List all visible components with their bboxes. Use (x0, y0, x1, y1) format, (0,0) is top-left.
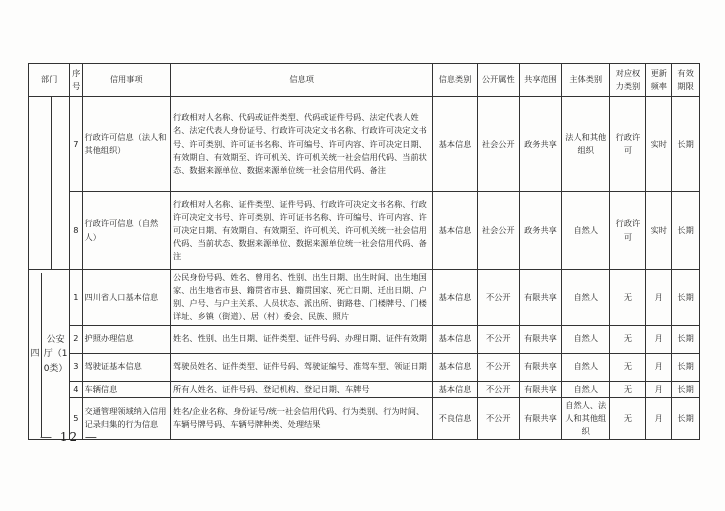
table-row (29, 97, 700, 192)
row-category: 基本信息 (433, 353, 477, 381)
row-period: 长期 (672, 397, 700, 439)
header-public: 公开属性 (477, 64, 519, 97)
table-row (29, 397, 700, 439)
row-period: 长期 (672, 270, 700, 326)
row-category: 基本信息 (433, 270, 477, 326)
row-power: 无 (610, 325, 646, 353)
prev-dept-cell (29, 97, 70, 270)
row-subject: 自然人 (562, 381, 610, 397)
row-info: 公民身份号码、姓名、曾用名、性别、出生日期、出生时间、出生地国家、出生地省市县、籍贯省市县、籍贯国家、死亡日期、迁出日期、户别、户号、与户主关系、人员状态、派出所、街路巷、门楼牌号、门楼详址、乡镇（街道）、居（村）委会、民族、照片 (171, 270, 433, 326)
row-share: 有限共享 (519, 325, 561, 353)
row-public: 不公开 (477, 397, 519, 439)
header-share: 共享范围 (519, 64, 561, 97)
header-period: 有效期限 (672, 64, 700, 97)
row-category: 基本信息 (433, 381, 477, 397)
row-info: 所有人姓名、证件号码、登记机构、登记日期、车牌号 (171, 381, 433, 397)
row-item: 行政许可信息（自然人） (82, 192, 171, 270)
row-seq: 8 (70, 192, 82, 270)
row-period: 长期 (672, 325, 700, 353)
row-info: 行政相对人名称、证件类型、证件号码、行政许可决定文书名称、行政许可决定文书号、许可类别、许可证书名称、许可编号、许可内容、许可决定日期、有效期自、有效期至、许可机关、许可机关统一社会信用代码、当前状态、数据来源单位、数据来源单位统一社会信用代码、备注 (171, 192, 433, 270)
row-item: 四川省人口基本信息 (82, 270, 171, 326)
row-item: 护照办理信息 (82, 325, 171, 353)
row-subject: 自然人 (562, 325, 610, 353)
row-power: 行政许可 (610, 97, 646, 192)
row-freq: 月 (646, 381, 672, 397)
row-power: 无 (610, 397, 646, 439)
row-info: 姓名/企业名称、身份证号/统一社会信用代码、行为类别、行为时间、车辆号牌号码、车辆号牌种类、处理结果 (171, 397, 433, 439)
row-seq: 3 (70, 353, 82, 381)
row-subject: 自然人 (562, 353, 610, 381)
table-row (29, 353, 700, 381)
row-info: 驾驶员姓名、证件类型、证件号码、驾驶证编号、准驾车型、领证日期 (171, 353, 433, 381)
header-dept: 部门 (29, 64, 70, 97)
row-freq: 月 (646, 397, 672, 439)
row-item: 驾驶证基本信息 (82, 353, 171, 381)
row-period: 长期 (672, 192, 700, 270)
row-subject: 法人和其他组织 (562, 97, 610, 192)
row-subject: 自然人 (562, 192, 610, 270)
header-info: 信息项 (171, 64, 433, 97)
row-public: 不公开 (477, 270, 519, 326)
row-public: 不公开 (477, 353, 519, 381)
row-public: 社会公开 (477, 97, 519, 192)
header-category: 信息类别 (433, 64, 477, 97)
row-freq: 月 (646, 325, 672, 353)
table-row (29, 270, 700, 326)
credit-info-table (28, 63, 700, 440)
row-power: 无 (610, 270, 646, 326)
row-public: 不公开 (477, 325, 519, 353)
row-period: 长期 (672, 381, 700, 397)
row-period: 长期 (672, 353, 700, 381)
row-category: 不良信息 (433, 397, 477, 439)
row-seq: 4 (70, 381, 82, 397)
row-category: 基本信息 (433, 97, 477, 192)
row-freq: 实时 (646, 192, 672, 270)
header-power: 对应权力类别 (610, 64, 646, 97)
row-share: 有限共享 (519, 397, 561, 439)
row-share: 有限共享 (519, 353, 561, 381)
row-share: 有限共享 (519, 270, 561, 326)
table-header-row (29, 64, 700, 97)
row-period: 长期 (672, 97, 700, 192)
row-info: 姓名、性别、出生日期、证件类型、证件号码、办理日期、证件有效期 (171, 325, 433, 353)
dept-index: 四 (29, 273, 42, 437)
row-item: 交通管理领域纳入信用记录归集的行为信息 (82, 397, 171, 439)
dept-cell (29, 270, 70, 440)
row-power: 无 (610, 353, 646, 381)
row-item: 车辆信息 (82, 381, 171, 397)
row-category: 基本信息 (433, 192, 477, 270)
row-seq: 5 (70, 397, 82, 439)
header-seq: 序号 (70, 64, 82, 97)
row-category: 基本信息 (433, 325, 477, 353)
row-share: 政务共享 (519, 192, 561, 270)
header-item: 信用事项 (82, 64, 171, 97)
header-freq: 更新频率 (646, 64, 672, 97)
row-power: 无 (610, 381, 646, 397)
table-row (29, 381, 700, 397)
row-seq: 2 (70, 325, 82, 353)
row-freq: 月 (646, 353, 672, 381)
row-public: 不公开 (477, 381, 519, 397)
row-share: 政务共享 (519, 97, 561, 192)
row-share: 有限共享 (519, 381, 561, 397)
row-item: 行政许可信息（法人和其他组织） (82, 97, 171, 192)
page-number: — 12 — (40, 430, 99, 444)
row-seq: 1 (70, 270, 82, 326)
row-freq: 实时 (646, 97, 672, 192)
row-seq: 7 (70, 97, 82, 192)
table-row (29, 192, 700, 270)
row-freq: 月 (646, 270, 672, 326)
header-subject: 主体类别 (562, 64, 610, 97)
dept-name: 公安厅（10类） (43, 334, 68, 374)
row-info: 行政相对人名称、代码或证件类型、代码或证件号码、法定代表人姓名、法定代表人身份证号、行政许可决定文书名称、行政许可决定文书号、许可类别、许可证书名称、许可编号、许可内容、许可决定日期、有效期自、有效期至、许可机关、许可机关统一社会信用代码、当前状态、数据来源单位、数据来源单位统一社会信用代码、备注 (171, 97, 433, 192)
row-subject: 自然人 (562, 270, 610, 326)
row-power: 行政许可 (610, 192, 646, 270)
row-public: 社会公开 (477, 192, 519, 270)
row-subject: 自然人、法人和其他组织 (562, 397, 610, 439)
table-row (29, 325, 700, 353)
